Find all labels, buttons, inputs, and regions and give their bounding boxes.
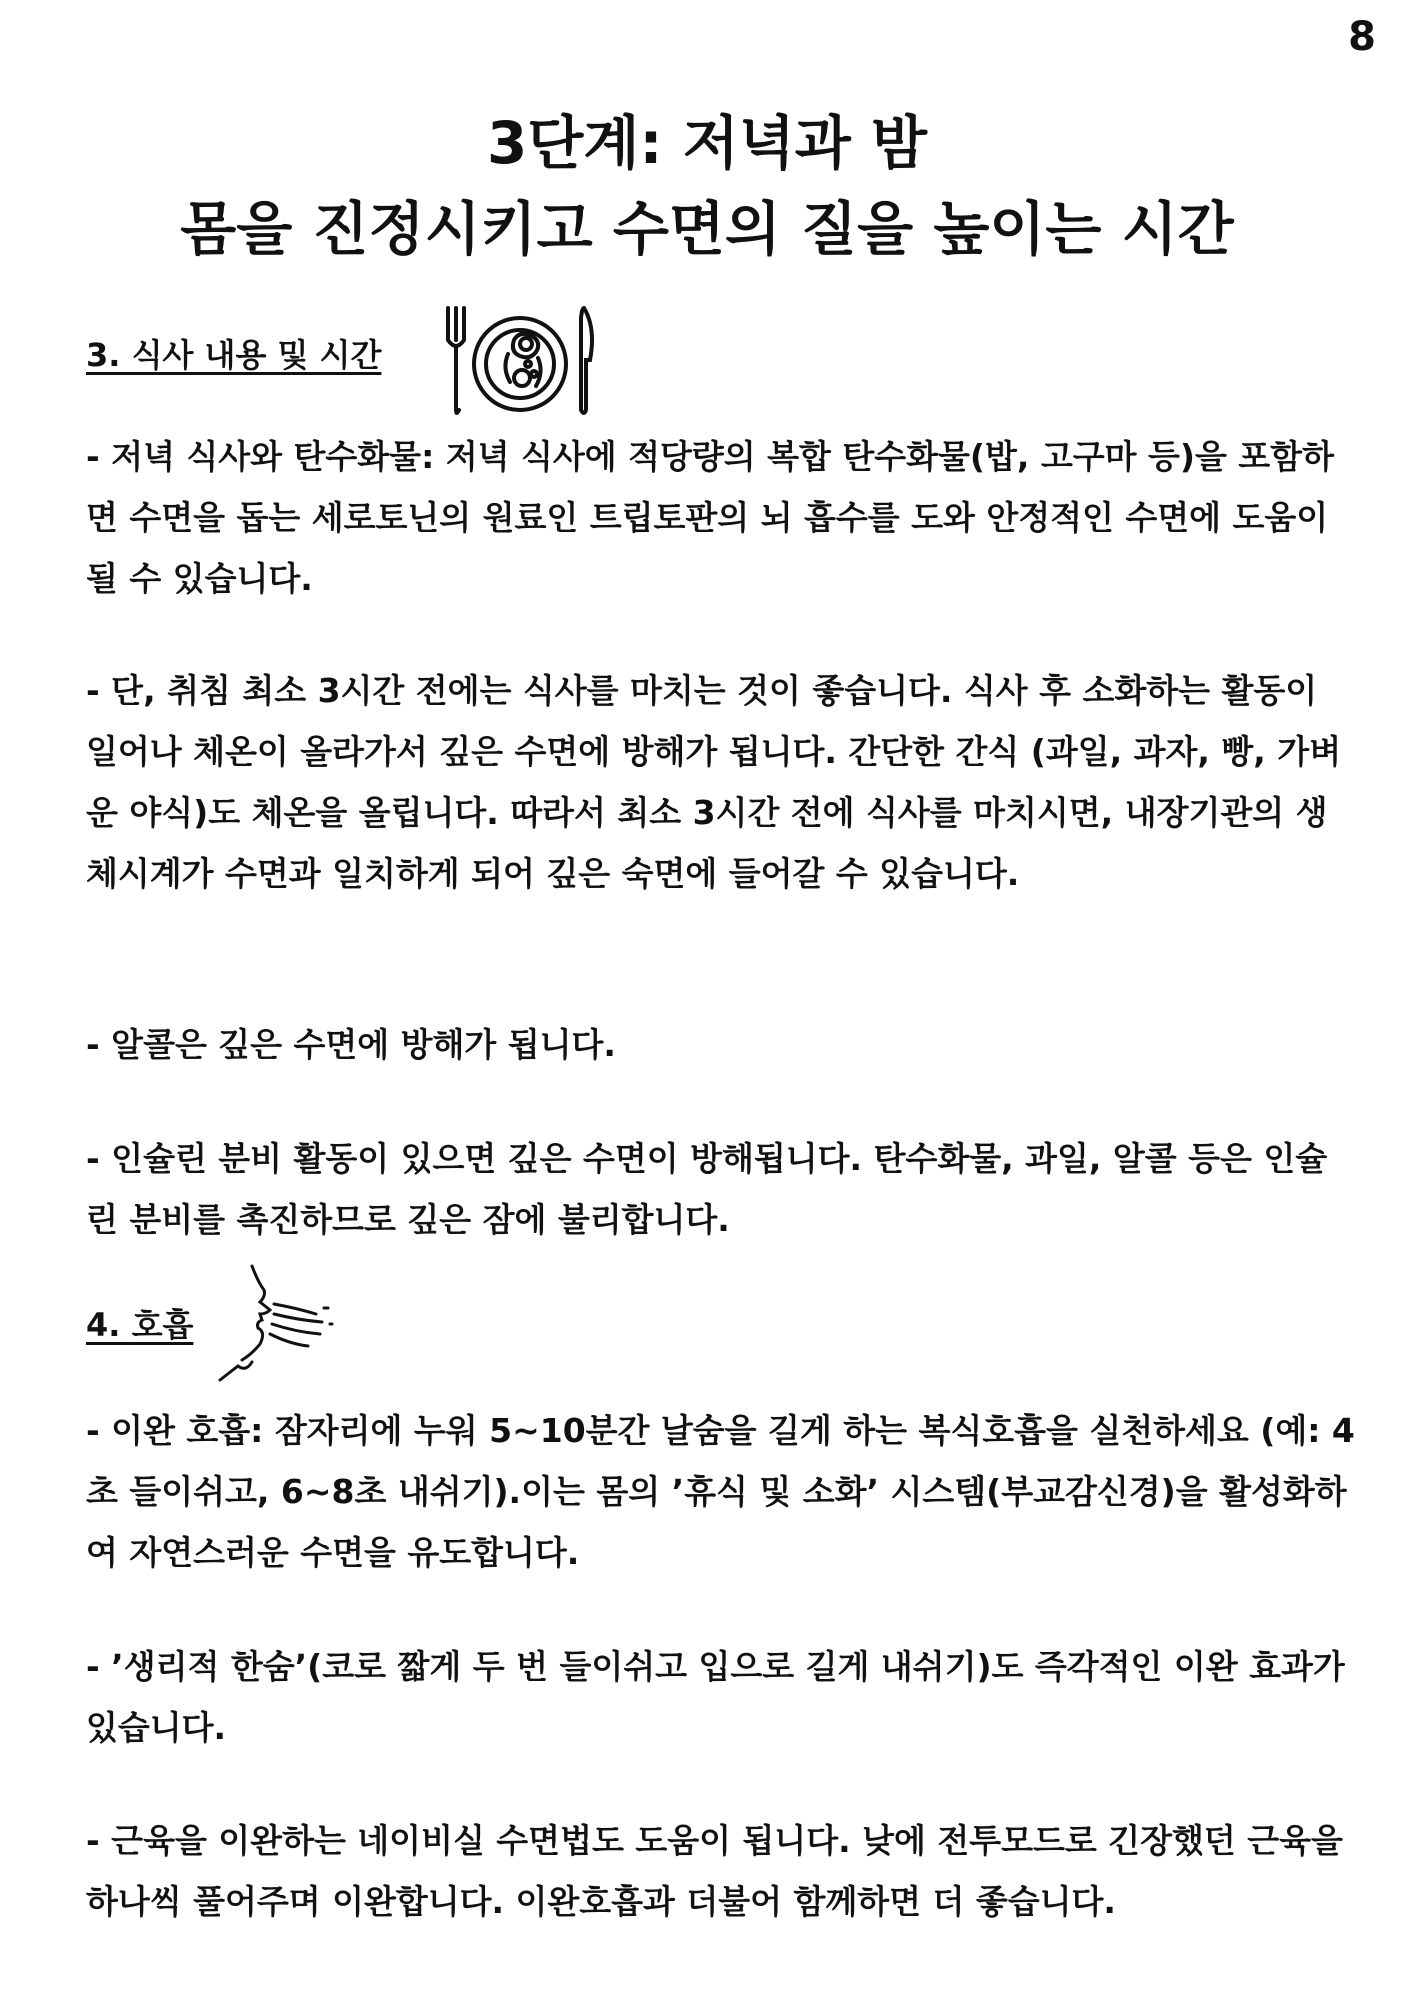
page-title-line-1: 3단계: 저녁과 밤: [486, 109, 928, 177]
breathing-paragraph-2: - ’생리적 한숨’(코로 짧게 두 번 들이쉬고 입으로 길게 내쉬기)도 즉각적인 이완 효과가 있습니다.: [86, 1647, 1345, 1747]
page-title: [0, 100, 1414, 272]
breathing-paragraph-1: - 이완 호흡: 잠자리에 누워 5~10분간 날숨을 길게 하는 복식호흡을 실천하세요 (예: 4초 들이쉬고, 6~8초 내쉬기).이는 몸의 ’휴식 및 소화’ 시스템(부교감신경)을 활성화하여 자연스러운 수면을 유도합니다.: [86, 1411, 1355, 1572]
page-title-line-2: 몸을 진정시키고 수면의 질을 높이는 시간: [180, 195, 1234, 263]
section-heading-meal: 3. 식사 내용 및 시간: [86, 336, 382, 374]
breathing-face-icon: [212, 1262, 336, 1386]
breathing-paragraph-3: - 근육을 이완하는 네이비실 수면법도 도움이 됩니다. 낮에 전투모드로 긴장했던 근육을 하나씩 풀어주며 이완합니다. 이완호흡과 더불어 함께하면 더 좋습니다.: [86, 1821, 1343, 1921]
page-number: 8: [1348, 14, 1376, 60]
meal-paragraph-1: - 저녁 식사와 탄수화물: 저녁 식사에 적당량의 복합 탄수화물(밥, 고구마 등)을 포함하면 수면을 돕는 세로토닌의 원료인 트립토판의 뇌 흡수를 도와 안정적인 수면에 도움이 될 수 있습니다.: [86, 437, 1334, 598]
meal-paragraph-2: - 단, 취침 최소 3시간 전에는 식사를 마치는 것이 좋습니다. 식사 후 소화하는 활동이 일어나 체온이 올라가서 깊은 수면에 방해가 됩니다. 간단한 간식 (과일, 과자, 빵, 가벼운 야식)도 체온을 올립니다. 따라서 최소 3시간 전에 식사를 마치시면, 내장기관의 생체시계가 수면과 일치하게 되어 깊은 숙면에 들어갈 수 있습니다.: [86, 671, 1342, 893]
meal-paragraph-3: - 알콜은 깊은 수면에 방해가 됩니다.: [86, 1025, 616, 1064]
section-heading-breathing: 4. 호흡: [86, 1306, 194, 1344]
meal-paragraph-4: - 인슐린 분비 활동이 있으면 깊은 수면이 방해됩니다. 탄수화물, 과일, 알콜 등은 인슐린 분비를 촉진하므로 깊은 잠에 불리합니다.: [86, 1139, 1328, 1239]
plate-fork-knife-icon: [440, 298, 600, 422]
